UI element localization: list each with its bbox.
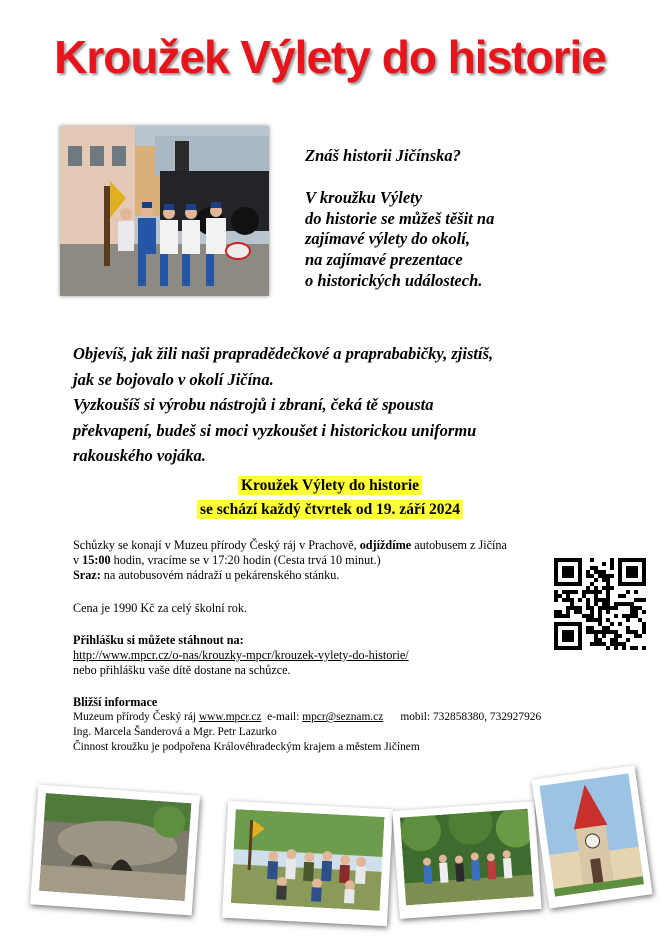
intro-line: o historických událostech. — [305, 270, 483, 290]
page-title: Kroužek Výlety do historie — [54, 31, 606, 83]
intro-line: na zajímavé prezentace — [305, 250, 463, 270]
contact-people: Ing. Marcela Šanderová a Mgr. Petr Lazurko — [73, 726, 277, 738]
photo-tower — [531, 765, 652, 908]
highlight-title — [0, 474, 660, 497]
price-info — [73, 601, 247, 616]
meeting-text: hodin, vracíme se v 17:20 hodin (Cesta trvá 10 minut.) — [110, 553, 381, 567]
application-heading: Přihlášku si můžete stáhnout na: — [73, 633, 244, 647]
highlight-schedule-text: se schází každý čtvrtek od 19. září 2024 — [197, 500, 463, 519]
meeting-point: na autobusovém nádraží u pekárenského stánku. — [100, 568, 340, 582]
meeting-point-label: Sraz: — [73, 568, 101, 582]
application-link[interactable]: http://www.mpcr.cz/o-nas/krouzky-mpcr/krouzek-vylety-do-historie/ — [73, 648, 409, 662]
lead-line: Objevíš, jak žili naši prapradědečkové a praprababičky, zjistíš, — [73, 344, 494, 363]
application-info — [73, 633, 409, 678]
meeting-text: autobusem z Jičína — [411, 538, 507, 552]
contact-museum: Muzeum přírody Český ráj — [73, 711, 199, 723]
intro-line: do historie se můžeš těšit na — [305, 208, 495, 228]
intro-line: V kroužku Výlety — [305, 187, 423, 207]
highlight-schedule — [0, 498, 660, 521]
contact-heading: Bližší informace — [73, 695, 158, 709]
meeting-text: v — [73, 553, 83, 567]
lead-line: jak se bojovalo v okolí Jičína. — [73, 369, 274, 389]
meeting-text: Schůzky se konají v Muzeu přírody Český ráj v Prachově, — [73, 538, 360, 552]
application-note: nebo přihlášku vaše dítě dostane na schůzce. — [73, 663, 291, 677]
meeting-time: 15:00 — [82, 553, 111, 567]
photo-train-uniforms — [60, 126, 269, 296]
lead-text — [73, 341, 613, 469]
contact-mobile: mobil: 732858380, 732927926 — [383, 711, 542, 723]
meeting-departure: odjíždíme — [359, 538, 412, 552]
highlight-title-text: Kroužek Výlety do historie — [238, 476, 422, 495]
meeting-info — [73, 538, 573, 583]
qr-code-icon — [554, 558, 646, 650]
contact-email-label: e-mail: — [261, 711, 303, 723]
intro-text — [305, 146, 635, 292]
lead-line: Vyzkoušíš si výrobu nástrojů i zbraní, čeká tě spousta — [73, 395, 434, 414]
contact-web-link[interactable]: www.mpcr.cz — [198, 711, 262, 723]
contact-support: Činnost kroužku je podpořena Královéhradeckým krajem a městem Jičínem — [73, 741, 420, 753]
intro-line: zajímavé výlety do okolí, — [305, 229, 470, 249]
photo-rock-cellar — [30, 784, 200, 915]
lead-line: překvapení, budeš si moci vyzkoušet i historickou uniformu — [73, 420, 477, 440]
photo-group-outdoors — [222, 801, 393, 926]
lead-line: rakouského vojáka. — [73, 446, 206, 465]
intro-question: Znáš historii Jičínska? — [305, 146, 461, 165]
contact-email-link[interactable]: mpcr@seznam.cz — [302, 711, 384, 723]
photo-children-forest — [392, 801, 541, 919]
price-text: Cena je 1990 Kč za celý školní rok. — [73, 601, 247, 615]
contact-info — [73, 695, 613, 755]
